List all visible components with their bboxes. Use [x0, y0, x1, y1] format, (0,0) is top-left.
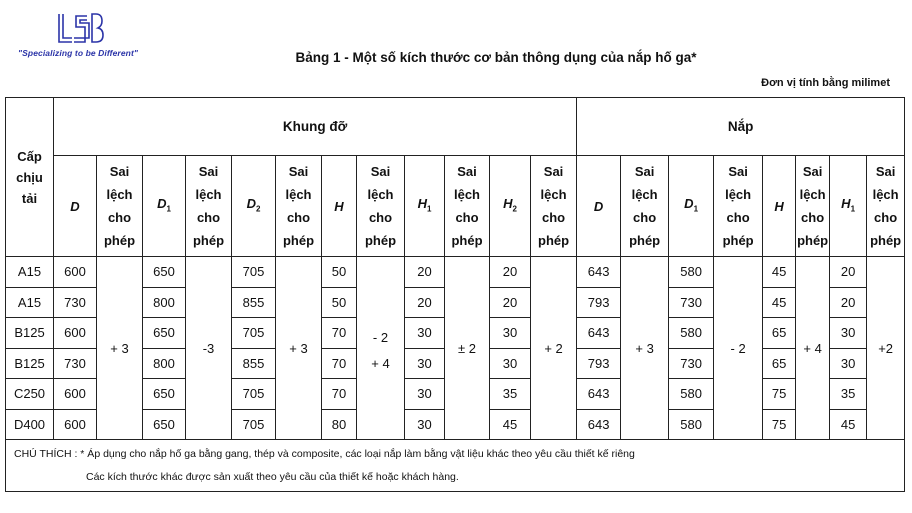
- cell-value: 70: [322, 348, 357, 379]
- cell-value: 705: [232, 257, 276, 288]
- tol-khung-D1: -3: [186, 257, 232, 440]
- cell-value: 30: [405, 318, 445, 349]
- table-row: [6, 257, 905, 288]
- col-nap-H-tol: Sai lệch cho phép: [796, 156, 830, 257]
- cell-value: 705: [232, 409, 276, 440]
- col-nap-H1-tol: Sai lệch cho phép: [867, 156, 905, 257]
- cell-value: 730: [54, 287, 97, 318]
- cell-value: 650: [143, 409, 186, 440]
- col-khung-D: D: [54, 156, 97, 257]
- tol-nap-H1: +2: [867, 257, 905, 440]
- col-nap-H1: $H_1$: [830, 156, 867, 257]
- tol-khung-H2: + 2: [531, 257, 577, 440]
- page-title: Bảng 1 - Một số kích thước cơ bản thông dụng của nắp hố ga*: [295, 50, 697, 65]
- col-khung-H1: $H_1$: [405, 156, 445, 257]
- cell-value: 643: [577, 409, 621, 440]
- dimension-table: [5, 97, 905, 492]
- cell-value: 580: [669, 318, 714, 349]
- cell-cap: B125: [6, 318, 54, 349]
- unit-note: Đơn vị tính bằng milimet: [761, 77, 890, 89]
- cell-value: 80: [322, 409, 357, 440]
- group-header-nap: Nắp: [577, 98, 905, 156]
- cell-value: 30: [405, 409, 445, 440]
- cell-value: 30: [490, 318, 531, 349]
- footnote-line-1: CHÚ THÍCH : * Áp dụng cho nắp hố ga bằng gang, thép và composite, các loại nắp làm bằng vật liệu khác theo yêu cầu thiết kế riêng: [14, 447, 635, 460]
- cell-value: 600: [54, 379, 97, 410]
- cell-value: 65: [763, 348, 796, 379]
- tol-khung-D2: + 3: [276, 257, 322, 440]
- cell-value: 50: [322, 257, 357, 288]
- lsb-logo: [56, 12, 104, 46]
- cell-cap: D400: [6, 409, 54, 440]
- cell-value: 730: [669, 348, 714, 379]
- cell-value: 580: [669, 409, 714, 440]
- cell-value: 20: [405, 287, 445, 318]
- cell-value: 30: [830, 318, 867, 349]
- tol-khung-H: - 2 + 4: [357, 257, 405, 440]
- cell-value: 730: [669, 287, 714, 318]
- cell-cap: A15: [6, 287, 54, 318]
- col-header-cap: Cấp chịu tải: [6, 98, 54, 257]
- cell-value: 45: [763, 257, 796, 288]
- cell-value: 45: [830, 409, 867, 440]
- cell-value: 75: [763, 409, 796, 440]
- cell-value: 650: [143, 318, 186, 349]
- cell-value: 580: [669, 257, 714, 288]
- cell-value: 75: [763, 379, 796, 410]
- group-header-khung-do: Khung đỡ: [54, 98, 577, 156]
- cell-value: 793: [577, 287, 621, 318]
- cell-value: 730: [54, 348, 97, 379]
- col-khung-H2: $H_2$: [490, 156, 531, 257]
- cell-value: 45: [763, 287, 796, 318]
- col-khung-H-tol: Sai lệch cho phép: [357, 156, 405, 257]
- cell-cap: A15: [6, 257, 54, 288]
- col-nap-D-tol: Sai lệch cho phép: [621, 156, 669, 257]
- cell-value: 600: [54, 257, 97, 288]
- cell-value: 650: [143, 257, 186, 288]
- cell-value: 30: [490, 348, 531, 379]
- cell-value: 855: [232, 348, 276, 379]
- slogan: "Specializing to be Different": [18, 48, 139, 58]
- cell-value: 643: [577, 379, 621, 410]
- cell-value: 20: [830, 287, 867, 318]
- cell-value: 30: [405, 379, 445, 410]
- col-khung-D-tol: Sai lệch cho phép: [97, 156, 143, 257]
- col-nap-D1-tol: Sai lệch cho phép: [714, 156, 763, 257]
- col-nap-D1: $D_1$: [669, 156, 714, 257]
- col-nap-D: D: [577, 156, 621, 257]
- cell-value: 35: [830, 379, 867, 410]
- cell-value: 20: [490, 257, 531, 288]
- cell-value: 650: [143, 379, 186, 410]
- cell-value: 45: [490, 409, 531, 440]
- cell-value: 800: [143, 287, 186, 318]
- footnote-line-2: Các kích thước khác được sản xuất theo yêu cầu của thiết kế hoặc khách hàng.: [86, 470, 459, 483]
- col-khung-H: H: [322, 156, 357, 257]
- tol-nap-H: + 4: [796, 257, 830, 440]
- cell-value: 70: [322, 318, 357, 349]
- cell-value: 70: [322, 379, 357, 410]
- cell-value: 800: [143, 348, 186, 379]
- col-nap-H: H: [763, 156, 796, 257]
- cell-value: 30: [830, 348, 867, 379]
- cell-value: 20: [490, 287, 531, 318]
- col-khung-D2-tol: Sai lệch cho phép: [276, 156, 322, 257]
- col-khung-D1: $D_1$: [143, 156, 186, 257]
- cell-cap: B125: [6, 348, 54, 379]
- cell-value: 705: [232, 379, 276, 410]
- cell-cap: C250: [6, 379, 54, 410]
- tol-khung-D: + 3: [97, 257, 143, 440]
- cell-value: 855: [232, 287, 276, 318]
- table-footnote: [6, 440, 905, 492]
- col-khung-H2-tol: Sai lệch cho phép: [531, 156, 577, 257]
- cell-value: 50: [322, 287, 357, 318]
- cell-value: 65: [763, 318, 796, 349]
- cell-value: 793: [577, 348, 621, 379]
- col-khung-D1-tol: Sai lệch cho phép: [186, 156, 232, 257]
- cell-value: 35: [490, 379, 531, 410]
- cell-value: 643: [577, 257, 621, 288]
- cell-value: 30: [405, 348, 445, 379]
- cell-value: 20: [830, 257, 867, 288]
- cell-value: 600: [54, 318, 97, 349]
- col-khung-H1-tol: Sai lệch cho phép: [445, 156, 490, 257]
- col-khung-D2: $D_2$: [232, 156, 276, 257]
- cell-value: 20: [405, 257, 445, 288]
- cell-value: 705: [232, 318, 276, 349]
- tol-nap-D1: - 2: [714, 257, 763, 440]
- cell-value: 580: [669, 379, 714, 410]
- tol-nap-D: + 3: [621, 257, 669, 440]
- cell-value: 600: [54, 409, 97, 440]
- tol-khung-H1: ± 2: [445, 257, 490, 440]
- cell-value: 643: [577, 318, 621, 349]
